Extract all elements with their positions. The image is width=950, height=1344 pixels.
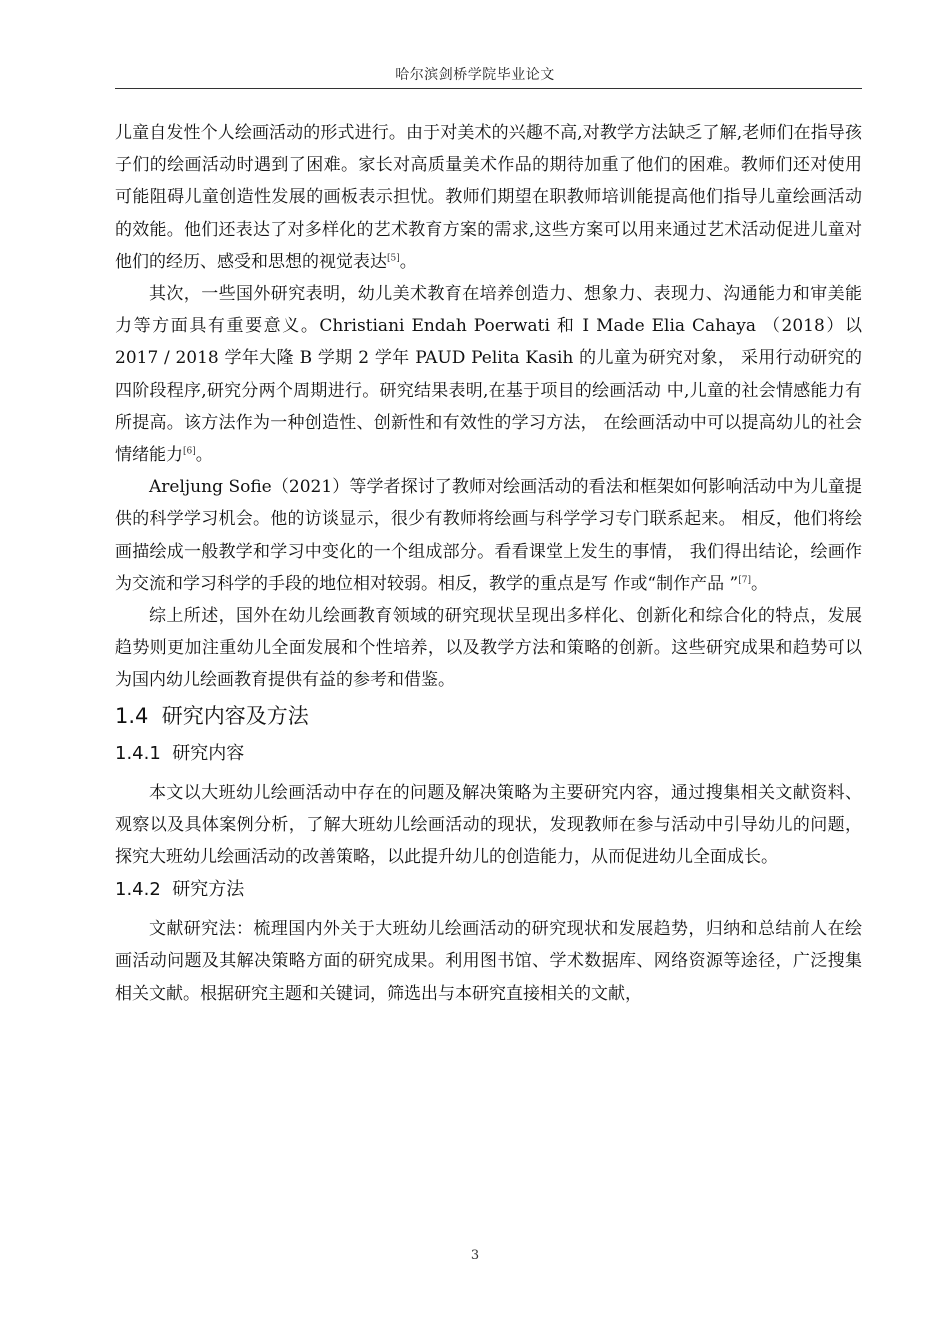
section-heading <box>115 699 862 733</box>
paragraph-text: 儿童自发性个人绘画活动的形式进行。由于对美术的兴趣不高,对教学方法缺乏了解,老师们在指导孩子们的绘画活动时遇到了困难。家长对高质量美术作品的期待加重了他们的困难。教师们还对使用可能阻碍儿童创造性发展的画板表示担忧。教师们期望在职教师培训能提高他们指导儿童绘画活动的效能。他们还表达了对多样化的艺术教育方案的需求,这些方案可以用来通过艺术活动促进儿童对他们的经历、感受和思想的视觉表达 <box>115 123 862 272</box>
citation-ref: [6] <box>183 446 196 457</box>
body-paragraph <box>115 600 862 697</box>
subsection-number: 1.4.1 <box>115 742 161 764</box>
body-paragraph <box>115 471 862 600</box>
page-header: 哈尔滨剑桥学院毕业论文 <box>395 67 555 83</box>
body-paragraph <box>115 278 862 471</box>
paragraph-text: 综上所述，国外在幼儿绘画教育领域的研究现状呈现出多样化、创新化和综合化的特点，发展趋势则更加注重幼儿全面发展和个性培养，以及教学方法和策略的创新。这些研究成果和趋势可以为国内幼儿绘画教育提供有益的参考和借鉴。 <box>115 606 862 691</box>
paragraph-text: Areljung Sofie（2021）等学者探讨了教师对绘画活动的看法和框架如何影响活动中为儿童提供的科学学习机会。他的访谈显示，很少有教师将绘画与科学学习专门联系起来。 相反，他们将绘画描绘成一般教学和学习中变化的一个组成部分。看看课堂上发生的事情， 我们得出结论，绘画作为交流和学习科学的手段的地位相对较弱。相反，教学的重点是写 作或“制作产品 ” <box>115 477 862 594</box>
paragraph-tail: 。 <box>750 573 768 594</box>
section-title: 研究内容及方法 <box>161 703 309 728</box>
header-divider <box>115 88 862 89</box>
citation-ref: [7] <box>738 575 751 586</box>
subsection-number: 1.4.2 <box>115 879 161 901</box>
body-paragraph: 文献研究法：梳理国内外关于大班幼儿绘画活动的研究现状和发展趋势，归纳和总结前人在绘画活动问题及其解决策略方面的研究成果。利用图书馆、学术数据库、网络资源等途径，广泛搜集相关文献。根据研究主题和关键词，筛选出与本研究直接相关的文献， <box>115 919 862 1004</box>
body-paragraph <box>115 117 862 278</box>
subsection-heading <box>115 739 862 769</box>
subsection-title: 研究内容 <box>172 742 245 764</box>
page-number: 3 <box>470 1248 480 1263</box>
paragraph-text: 其次，一些国外研究表明，幼儿美术教育在培养创造力、想象力、表现力、沟通能力和审美能力等方面具有重要意义。Christiani Endah Poerwati 和 I Made Elia Cahaya （2018）以 2017 / 2018 学年大隆 B 学期 2 学年 PAUD Pelita Kasih 的儿童为研究对象， 采用行动研究的四阶段程序,研究分两个周期进行。研究结果表明,在基于项目的绘画活动 中,儿童的社会情感能力有所提高。该方法作为一种创造性、创新性和有效性的学习方法， 在绘画活动中可以提高幼儿的社会情绪能力 <box>115 284 862 466</box>
subsection-title: 研究方法 <box>172 879 245 901</box>
paragraph-tail: 。 <box>195 445 213 466</box>
body-paragraph: 本文以大班幼儿绘画活动中存在的问题及解决策略为主要研究内容，通过搜集相关文献资料、观察以及具体案例分析，了解大班幼儿绘画活动的现状，发现教师在参与活动中引导幼儿的问题，探究大班幼儿绘画活动的改善策略，以此提升幼儿的创造能力，从而促进幼儿全面成长。 <box>115 782 862 868</box>
page-body <box>115 117 862 1010</box>
paragraph-tail: 。 <box>399 251 417 272</box>
section-number: 1.4 <box>115 703 149 728</box>
citation-ref: [5] <box>387 253 400 264</box>
subsection-heading <box>115 875 862 905</box>
